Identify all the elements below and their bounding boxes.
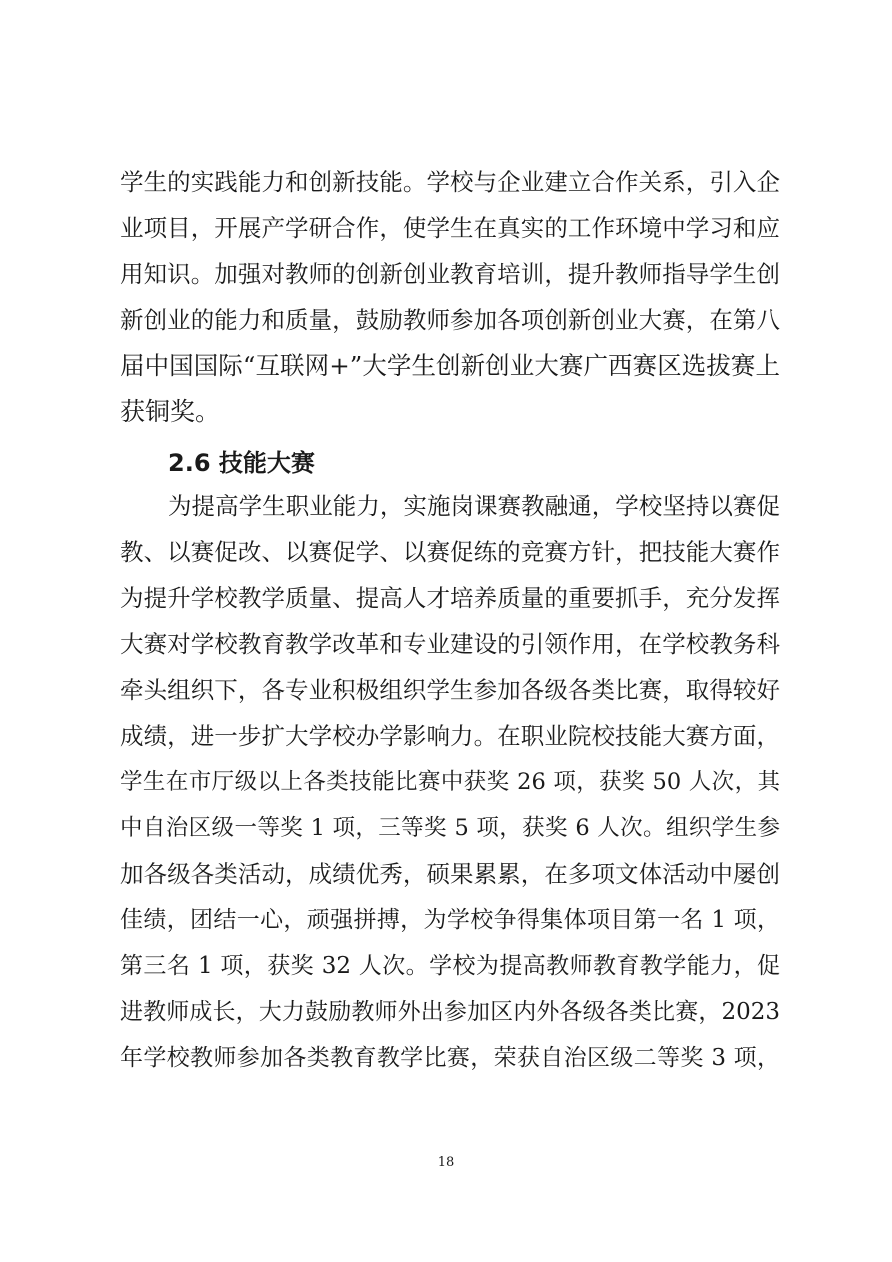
paragraph-line: 中自治区级一等奖 1 项，三等奖 5 项，获奖 6 人次。组织学生参 [120,815,780,841]
paragraph-line: 进教师成长，大力鼓励教师外出参加区内外各级各类比赛，2023 [120,999,780,1025]
paragraph-line: 学生的实践能力和创新技能。学校与企业建立合作关系，引入企 [120,168,780,196]
paragraph-line: 牵头组织下，各专业积极组织学生参加各级各类比赛，取得较好 [120,676,780,704]
paragraph-line: 用知识。加强对教师的创新创业教育培训，提升教师指导学生创 [120,260,780,288]
paragraph-line: 为提升学校教学质量、提高人才培养质量的重要抓手，充分发挥 [120,584,780,612]
paragraph-line: 年学校教师参加各类教育教学比赛，荣获自治区级二等奖 3 项， [120,1045,780,1071]
paragraph-line: 获铜奖。 [120,397,221,426]
section-heading: 2.6 技能大赛 [168,449,315,477]
paragraph-line: 教、以赛促改、以赛促学、以赛促练的竞赛方针，把技能大赛作 [120,538,780,566]
paragraph-line: 业项目，开展产学研合作，使学生在真实的工作环境中学习和应 [120,214,780,242]
paragraph-line: 大赛对学校教育教学改革和专业建设的引领作用，在学校教务科 [120,630,780,658]
paragraph-line: 第三名 1 项，获奖 32 人次。学校为提高教师教育教学能力，促 [120,953,780,979]
paragraph-line: 加各级各类活动，成绩优秀，硕果累累，在多项文体活动中屡创 [120,860,780,888]
paragraph-line: 佳绩，团结一心，顽强拼搏，为学校争得集体项目第一名 1 项， [120,907,780,933]
paragraph-line: 新创业的能力和质量，鼓励教师参加各项创新创业大赛，在第八 [120,306,780,334]
paragraph-line: 为提高学生职业能力，实施岗课赛教融通，学校坚持以赛促 [168,492,780,520]
page-number: 18 [437,1155,455,1170]
paragraph-line: 届中国国际“互联网+”大学生创新创业大赛广西赛区选拔赛上 [120,351,780,380]
paragraph-line: 学生在市厅级以上各类技能比赛中获奖 26 项，获奖 50 人次，其 [120,769,780,795]
paragraph-line: 成绩，进一步扩大学校办学影响力。在职业院校技能大赛方面， [120,722,780,750]
